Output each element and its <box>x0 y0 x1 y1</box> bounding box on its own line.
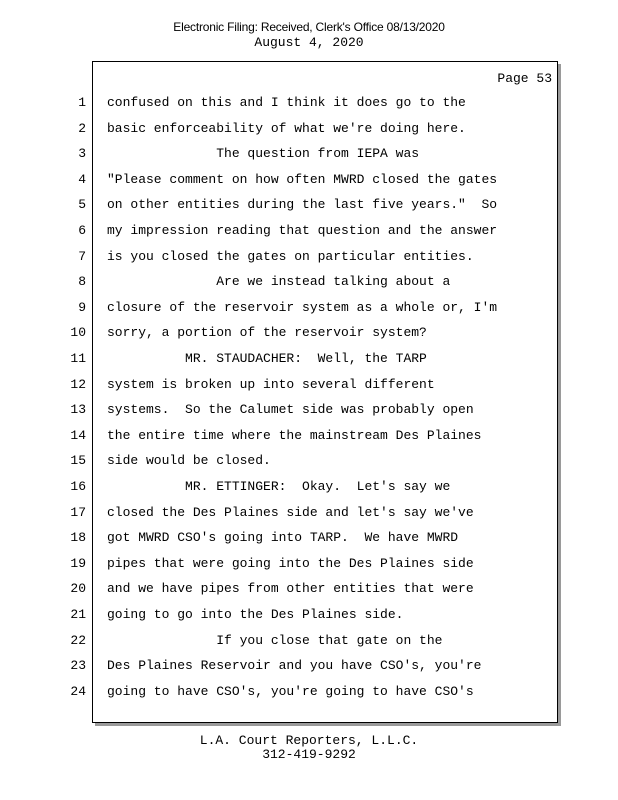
page-number: Page 53 <box>497 71 552 86</box>
line-number: 4 <box>78 171 86 187</box>
transcript-line: MR. ETTINGER: Okay. Let's say we <box>107 479 451 494</box>
line-number: 19 <box>70 555 86 571</box>
line-number: 14 <box>70 427 86 443</box>
transcript-line: the entire time where the mainstream Des Plaines <box>107 427 482 443</box>
transcript-line: got MWRD CSO's going into TARP. We have MWRD <box>107 530 459 546</box>
line-number: 18 <box>70 530 86 546</box>
line-number: 15 <box>70 453 86 469</box>
line-number: 23 <box>70 658 86 674</box>
line-number: 12 <box>70 376 86 392</box>
transcript-line: on other entities during the last five years." So <box>107 197 498 213</box>
transcript-line: MR. STAUDACHER: Well, the TARP <box>107 351 427 366</box>
transcript-line: Are we instead talking about a <box>107 274 451 290</box>
line-number: 22 <box>70 632 86 648</box>
transcript-line: Des Plaines Reservoir and you have CSO's, you're <box>107 658 482 674</box>
reporter-company: L.A. Court Reporters, L.L.C. <box>199 733 419 748</box>
transcript-line: closed the Des Plaines side and let's say we've <box>107 504 474 520</box>
hearing-date: August 4, 2020 <box>254 35 364 50</box>
transcript-line: basic enforceability of what we're doing here. <box>107 120 466 136</box>
line-number: 11 <box>70 351 86 366</box>
line-number: 17 <box>70 504 86 520</box>
transcript-line: system is broken up into several different <box>107 376 435 392</box>
transcript-line: side would be closed. <box>107 453 271 469</box>
transcript-line: is you closed the gates on particular entities. <box>107 248 474 264</box>
line-number: 5 <box>78 197 86 213</box>
transcript-line: pipes that were going into the Des Plaines side <box>107 555 474 571</box>
filing-stamp: Electronic Filing: Received, Clerk's Office 08/13/2020 <box>173 20 445 34</box>
line-number: 8 <box>78 274 86 290</box>
transcript-line: confused on this and I think it does go to the <box>107 95 466 110</box>
transcript-line: closure of the reservoir system as a whole or, I'm <box>107 299 498 315</box>
line-number: 1 <box>78 95 86 110</box>
line-number: 7 <box>78 248 86 264</box>
transcript-line: and we have pipes from other entities that were <box>107 581 474 597</box>
transcript-line: sorry, a portion of the reservoir system? <box>107 325 427 341</box>
transcript-line: systems. So the Calumet side was probably open <box>107 402 474 418</box>
transcript-line: going to go into the Des Plaines side. <box>107 607 404 622</box>
line-number: 3 <box>78 146 86 162</box>
line-number: 9 <box>78 299 86 315</box>
transcript-line: "Please comment on how often MWRD closed the gates <box>107 171 498 187</box>
line-number: 24 <box>70 683 86 699</box>
line-number: 13 <box>70 402 86 418</box>
line-number: 20 <box>70 581 86 597</box>
line-number: 16 <box>70 479 86 494</box>
transcript-line: going to have CSO's, you're going to have CSO's <box>107 683 474 699</box>
transcript-line: my impression reading that question and the answer <box>107 223 498 238</box>
line-number: 6 <box>78 223 86 238</box>
line-number: 10 <box>70 325 86 341</box>
reporter-phone: 312-419-9292 <box>262 747 356 762</box>
transcript-line: If you close that gate on the <box>107 632 443 648</box>
transcript-line: The question from IEPA was <box>107 146 420 162</box>
line-number: 21 <box>70 607 86 622</box>
line-number: 2 <box>78 120 86 136</box>
